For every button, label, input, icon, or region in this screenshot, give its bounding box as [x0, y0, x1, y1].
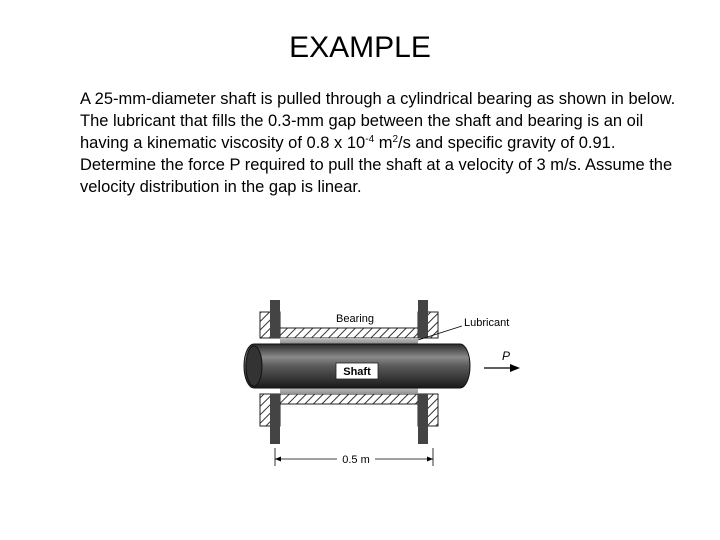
exponent-2: 2 [392, 134, 399, 145]
force-arrow-head [510, 364, 520, 372]
dimension-arrow-left [275, 457, 281, 462]
slide-title: EXAMPLE [289, 31, 431, 64]
problem-statement [80, 88, 680, 198]
lubricant-film-top [280, 338, 418, 344]
bearing-bottom [260, 394, 438, 444]
length-label: 0.5 m [342, 454, 370, 466]
problem-text-3: /s and specific gravity of 0.91. Determine the force P required to pull the shaft at a velocity of 3 m/s. Assume the velocity distribution in the gap is linear. [80, 134, 673, 196]
force-label: P [502, 349, 511, 363]
lubricant-film-bottom [280, 388, 418, 394]
bearing-label: Bearing [336, 313, 374, 325]
problem-text-2: m [374, 134, 393, 152]
dimension-arrow-right [427, 457, 433, 462]
problem-text-1: A 25-mm-diameter shaft is pulled through a cylindrical bearing as shown in below. The lubricant that fills the 0.3-mm gap between the shaft and bearing is an oil having a kinematic viscosity of 0.8 x 10 [80, 90, 676, 152]
shaft-label: Shaft [343, 366, 371, 378]
lubricant-label: Lubricant [464, 317, 510, 329]
exponent-1: -4 [365, 134, 375, 145]
shaft-bearing-figure [240, 290, 530, 470]
